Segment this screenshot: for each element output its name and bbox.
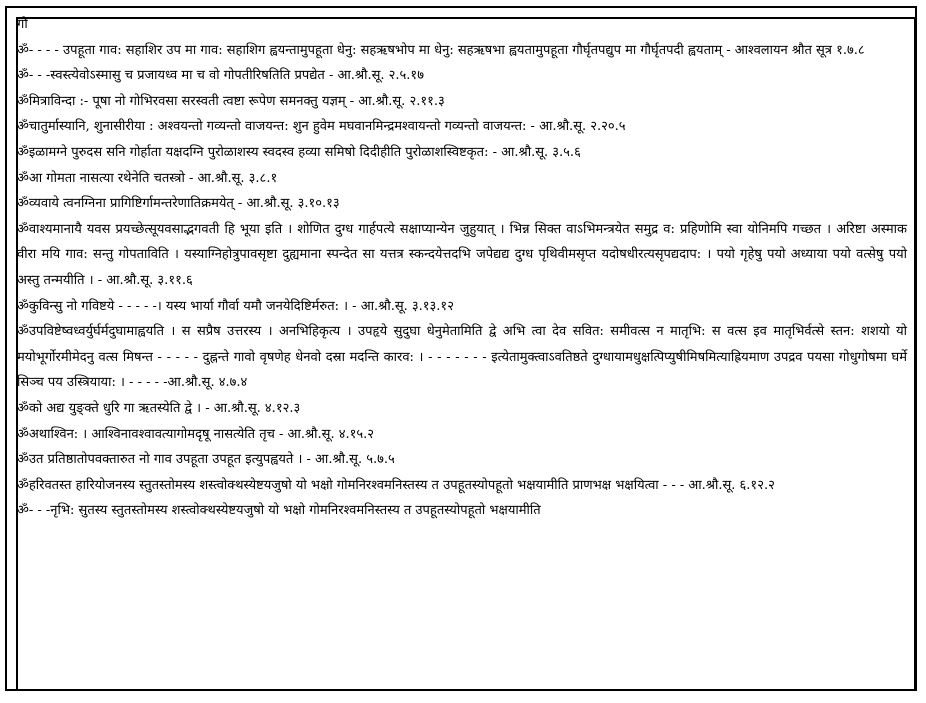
verse-line: ॐउपविष्टेष्वध्वर्युर्घर्मदुघामाह्वयति । स सप्रैष उत्तरस्य । अनभिहिकृत्य । उपहृये सुदुघा धेनुमेतामिति द्वे अभि त्वा देव सवित: समीवत्स न मातृभि: स वत्स इव मातृभिर्वत्से स्तन: शशयो यो मयोभूर्गोरमीमेदनु वत्स मिषन्त - - - - - दुह्नन्ते गावो वृषणेह धेनवो दस्रा मदन्ति कारव: । - - - - - - - इत्येतामुक्त्वाऽवतिष्ठते दुग्धायामधुक्षत्पिप्युषीमिषमित्याह्रियमाण उपद्रव पयसा गोधुगोषमा घर्मे सिञ्च पय उस्त्रियाया: । - - - - -आ.श्रौ.सू. ४.७.४ [17,324,907,391]
verse-line: ॐअथाश्विन: । आश्विनावश्वावत्यागोमदृषू नासत्येति तृच - आ.श्रौ.सू. ४.१५.२ [17,426,375,442]
verse-line: ॐ- - -स्वस्त्येवोऽस्मासु च प्रजायध्व मा च वो गोपतीरिषतिति प्रपद्येत - आ.श्रौ.सू. २.५.१७ [17,68,424,84]
verse-line: ॐइळामग्ने पुरुदस सनि गोर्हाता यक्षदग्नि पुरोळाशस्य स्वदस्व हव्या समिषो दिदीहीति पुरोळाशस्विष्टकृत: - आ.श्रौ.सू. ३.५.६ [17,144,581,160]
verse-line: ॐउत प्रतिष्ठातोपवक्तारुत नो गाव उपहूता उपहूत इत्युपह्वयते । - आ.श्रौ.सू. ५.७.५ [17,452,395,468]
page-heading: गौ [17,17,28,32]
verse-line: ॐ- - -नृभि: सुतस्य स्तुतस्तोमस्य शस्त्वोक्थस्येष्टयजुषो यो भक्षो गोमनिरश्वमनिस्तस्य त उपहूतस्योपहूतो भक्षयामीति [17,503,541,519]
verse-line: ॐचातुर्मास्यानि, शुनासीरीया : अश्वयन्तो गव्यन्तो वाजयन्त: शुन हुवेम मघवानमिन्द्रमश्वायन्तो गव्यन्तो वाजयन्त: - आ.श्रौ.सू. २.२०.५ [17,119,626,135]
verse-line: ॐमित्राविन्दा :- पूषा नो गोभिरवसा सरस्वती त्वष्टा रूपेण समनक्तु यज्ञम् - आ.श्रौ.सू. २.११.३ [17,93,445,109]
document-body [17,12,907,524]
verse-line: ॐकुविन्सु नो गविष्टये - - - - -। यस्य भार्या गौर्वा यमौ जनयेदिष्टिर्मरुत: । - आ.श्रौ.सू. ३.१३.१२ [17,298,454,314]
verse-line: ॐवाश्यमानायै यवस प्रयच्छेत्सूयवसाद्भगवती हि भूया इति । शोणित दुग्ध गार्हपत्ये सक्षाप्यान्येन जुहुयात् । भिन्न सिक्त वाऽभिमन्त्रयेत समुद्र व: प्रहिणोमि स्वा योनिमपि गच्छत । अरिष्टा अस्माक वीरा मयि गाव: सन्तु गोपताविति । यस्याग्निहोत्रुपावसृष्टा दुह्यमाना स्पन्देत सा यत्तत्र स्कन्दयेत्तदभि जपेद्यद्य दुग्ध पृथिवीमसृप्त यदोषधीरत्यसृपद्यदाप: । पयो गृहेषु पयो अध्याया पयो वत्सेषु पयो अस्तु तन्मयीति । - आ.श्रौ.सू. ३.११.६ [17,221,907,288]
verse-line: ॐको अद्य युङ्क्ते धुरि गा ऋतस्येति द्वे । - आ.श्रौ.सू. ४.१२.३ [17,400,301,416]
verse-line: ॐव्यवाये त्वनग्निना प्रागिष्टिर्गामन्तरेणातिक्रमयेत् - आ.श्रौ.सू. ३.१०.१३ [17,196,340,212]
verse-line: ॐआ गोमता नासत्या रथेनेति चतस्त्रो - आ.श्रौ.सू. ३.८.१ [17,170,278,186]
verse-line: ॐ- - - - उपहूता गाव: सहाशिर उप मा गाव: सहाशिग ह्वयन्तामुपहूता धेनु: सहऋषभोप मा धेनु: सहऋषभा ह्वयतामुपहूता गौर्घृतपद्युप मा गौर्घृतपदी ह्वयताम् - आश्वलायन श्रौत सूत्र १.७.८ [17,42,865,58]
verse-line: ॐहरिवतस्त हारियोजनस्य स्तुतस्तोमस्य शस्त्वोक्थस्येष्टयजुषो यो भक्षो गोमनिरश्वमनिस्तस्य त उपहूतस्योपहूतो भक्षयामीति प्राणभक्ष भक्षयित्वा - - - आ.श्रौ.सू. ६.१२.२ [17,477,775,493]
